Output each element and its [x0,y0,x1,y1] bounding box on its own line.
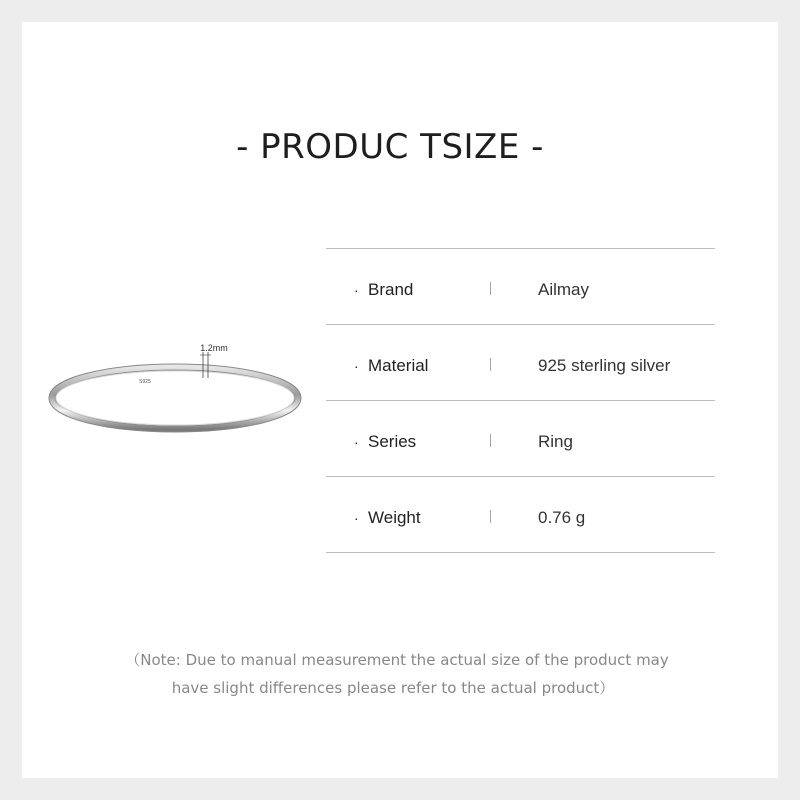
spec-row-weight [326,476,715,553]
spec-row-brand [326,248,715,324]
separator [490,358,491,371]
spec-value: Ring [538,432,573,451]
silver-stamp: S925 [139,379,151,385]
spec-value: 925 sterling silver [538,356,671,375]
spec-table [326,248,715,553]
separator [490,282,491,295]
spec-label: Series [368,432,417,451]
separator [490,510,491,523]
dimension-label: 1.2mm [200,343,228,353]
bullet-icon: · [354,282,359,298]
spec-label: Material [368,356,429,375]
separator [490,434,491,447]
spec-value: 0.76 g [538,508,586,527]
spec-row-material [326,324,715,400]
bullet-icon: · [354,510,359,526]
note-line-2: have slight differences please refer to the actual product） [171,679,615,697]
note-line-1: （Note: Due to manual measurement the actual size of the product may [125,651,669,669]
spec-value: Ailmay [538,280,590,299]
bullet-icon: · [354,358,359,374]
page-title: - PRODUC TSIZE - [236,127,544,167]
spec-row-series [326,400,715,476]
bullet-icon: · [354,434,359,450]
spec-label: Weight [368,508,421,527]
spec-label: Brand [368,280,414,299]
ring-image [48,338,308,442]
